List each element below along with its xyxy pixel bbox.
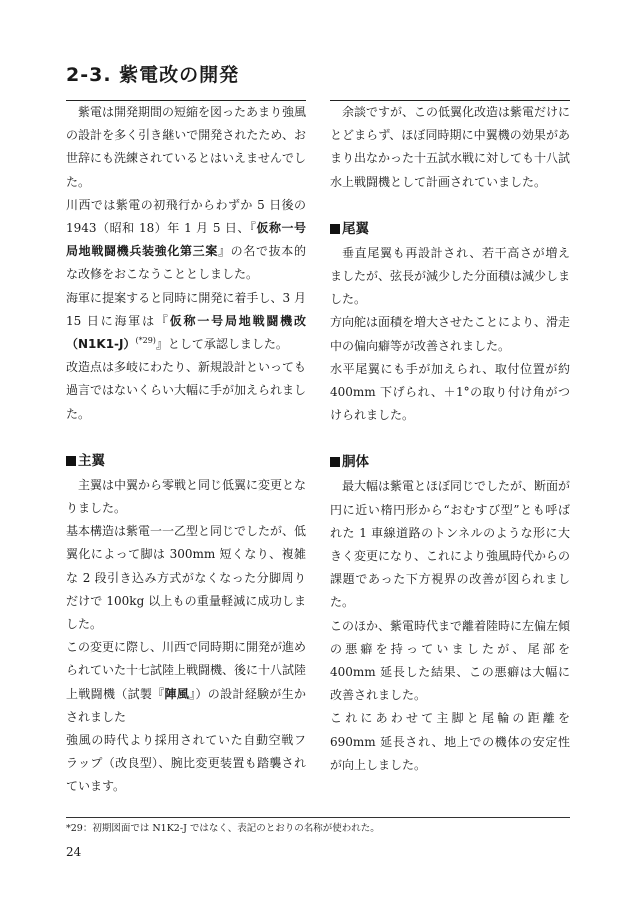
- right-column: [330, 100, 570, 777]
- section-heading-tail: 尾翼: [330, 216, 570, 242]
- paragraph: このほか、紫電時代まで離着陸時に左偏左傾の悪癖を持っていましたが、尾部を 400mm 延長した結果、この悪癖は大幅に改善されました。: [330, 618, 571, 703]
- square-bullet-icon: [330, 224, 340, 234]
- page-title: 2-3. 紫電改の開発: [66, 64, 240, 86]
- paragraph: この変更に際し、川西で同時期に開発が進められていた十七試陸上戦闘機、後に十八試陸上戦闘機（試製『陣風』）の設計経験が生かされました: [66, 640, 307, 724]
- paragraph: これにあわせて主脚と尾輪の距離を 690mm 延長され、地上での機体の安定性が向上しました。: [330, 711, 570, 772]
- footnote: *29：初期図面では N1K2-J ではなく、表記のとおりの名称が使われた。: [66, 823, 380, 834]
- left-column: [66, 100, 306, 799]
- section-heading-fuselage: 胴体: [330, 449, 570, 475]
- paragraph: 紫電は開発期間の短縮を図ったあまり強風の設計を多く引き継いで開発されたため、お世辞にも洗練されているとはいえませんでした。: [66, 105, 307, 189]
- paragraph: 改造点は多岐にわたり、新規設計といっても過言ではないくらい大幅に手が加えられました。: [66, 360, 307, 421]
- paragraph: 基本構造は紫電一一乙型と同じでしたが、低翼化によって脚は 300mm 短くなり、複雑な 2 段引き込み方式がなくなった分脚周りだけで 100kg 以上もの重量軽減に成功しました。: [66, 524, 307, 632]
- bold-term: 陣風: [164, 686, 190, 701]
- paragraph: 最大幅は紫電とほぼ同じでしたが、断面が円に近い楕円形から“おむすび型”とも呼ばれた 1 車線道路のトンネルのような形に大きく変更になり、これにより強風時代からの課題であった下方視界の改善が図られました。: [330, 479, 571, 610]
- footnote-ref: (*29): [135, 336, 156, 346]
- paragraph: 方向舵は面積を増大させたことにより、滑走中の偏向癖等が改善されました。: [330, 315, 571, 353]
- bold-term: 仮称一号局地戦闘機兵装強化第三案: [66, 221, 306, 259]
- paragraph: 強風の時代より採用されていた自動空戦フラップ（改良型）、腕比変更装置も踏襲されています。: [66, 733, 306, 794]
- square-bullet-icon: [330, 457, 340, 467]
- paragraph: 海軍に提案すると同時に開発に着手し、3 月 15 日に海軍は『仮称一号局地戦闘機改$(N1K1-J)^{(*29)}$』として承認しました。: [66, 290, 306, 352]
- section-heading-main-wing: 主翼: [66, 448, 306, 474]
- paragraph: 垂直尾翼も再設計され、若干高さが増えましたが、弦長が減少した分面積は減少しました。: [330, 245, 571, 307]
- paragraph: 主翼は中翼から零戦と同じ低翼に変更となりました。: [66, 477, 307, 516]
- footnote-rule: [66, 817, 570, 818]
- page-number: 24: [66, 845, 82, 859]
- paragraph: 余談ですが、この低翼化改造は紫電だけにとどまらず、ほぼ同時期に中翼機の効果があまり出なかった十五試水戦に対しても十八試水上戦闘機として計画されていました。: [330, 105, 571, 189]
- bold-term: 仮称一号局地戦闘機改（N1K1-J）: [66, 313, 306, 352]
- paragraph: 水平尾翼にも手が加えられ、取付位置が約 400mm 下げられ、＋1°の取り付け角がつけられました。: [330, 361, 570, 423]
- square-bullet-icon: [66, 456, 76, 466]
- paragraph: 川西では紫電の初飛行からわずか 5 日後の 1943（昭和 18）年 1 月 5 日、『仮称一号局地戦闘機兵装強化第三案』の名で抜本的な改修をおこなうこととしました。: [66, 197, 306, 282]
